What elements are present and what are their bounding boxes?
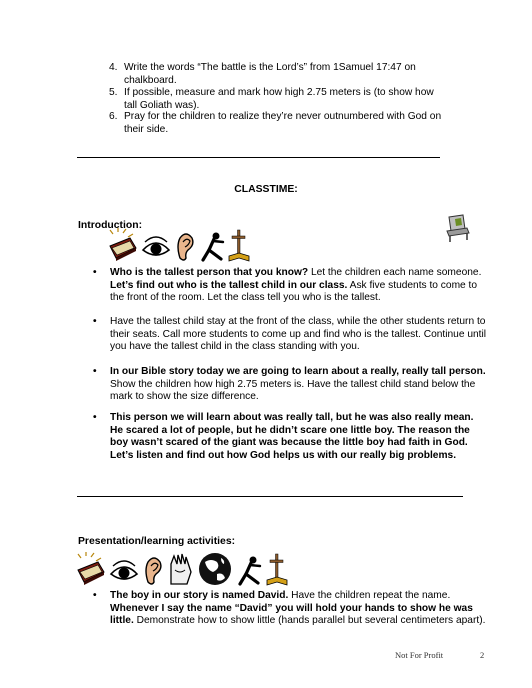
classtime-heading: CLASSTIME:: [234, 184, 298, 195]
list-item-4: [109, 62, 449, 87]
bullet-text: [110, 590, 488, 628]
list-number: 5.: [109, 87, 118, 98]
bullet-icon: •: [93, 316, 97, 327]
introduction-heading: Introduction:: [78, 220, 143, 231]
stretching-person-icon: [199, 228, 225, 264]
intro-bullet-4: [93, 412, 488, 462]
list-text: Write the words “The battle is the Lord’s” from 1Samuel 17:47 on chalkboard.: [124, 62, 416, 86]
section-divider: [77, 157, 440, 158]
introduction-icon-strip: [108, 228, 251, 266]
bullet-text: [110, 316, 488, 354]
list-number: 4.: [109, 62, 118, 73]
cross-on-bible-icon: [265, 552, 289, 588]
bullet-text-plain: Demonstrate how to show little (hands parallel but several centimeters apart).: [133, 615, 486, 627]
bullet-text-bold: The boy in our story is named David.: [110, 590, 289, 601]
bible-icon: [76, 552, 106, 588]
ear-icon: [142, 552, 164, 588]
ear-icon: [174, 228, 196, 264]
intro-bullet-2: [93, 316, 488, 354]
list-number: 6.: [109, 111, 118, 122]
cross-on-bible-icon: [227, 228, 251, 264]
desk-chair-icon: [443, 213, 473, 243]
bullet-text-plain: Show the children how high 2.75 meters is. Have the tallest child stand below the mark to show the size difference.: [110, 378, 476, 403]
bullet-text: [110, 366, 488, 404]
eye-icon: [141, 228, 171, 264]
bullet-icon: •: [93, 366, 97, 377]
bullet-text-bold: Who is the tallest person that you know?: [110, 267, 309, 278]
praying-hands-icon: [167, 550, 195, 588]
bullet-text-plain: Ask five students to come to the front of the room. Let the class tell you who is the tallest.: [110, 279, 478, 304]
presentation-bullet-1: [93, 590, 488, 628]
bullet-icon: •: [93, 590, 97, 601]
bullet-text-bold: This person we will learn about was really tall, but he was also really mean. He scared a lot of people, but he didn’t scare one little boy. The reason the boy wasn’t scared of the giant was because the little boy had faith in God. Let’s listen and find out how God helps us with our really big problems.: [110, 412, 474, 461]
list-text: If possible, measure and mark how high 2.75 meters is (to show how tall Goliath was).: [124, 87, 434, 111]
bullet-text: [110, 412, 488, 462]
stretching-person-icon: [236, 552, 262, 588]
globe-icon: [197, 550, 233, 588]
section-divider: [77, 496, 463, 497]
intro-bullet-1: [93, 267, 488, 305]
bullet-text-bold: In our Bible story today we are going to learn about a really, really tall person.: [110, 366, 486, 377]
bullet-text-plain: Let the children each name someone.: [308, 267, 482, 278]
list-item-6: [109, 111, 449, 136]
bible-icon: [108, 228, 138, 264]
bullet-icon: •: [93, 267, 97, 278]
bullet-text-plain: Have the tallest child stay at the front of the class, while the other students return to their seats. Call more students to come up and find who is the tallest. Continue until you have the tallest child in the class standing with you.: [110, 316, 487, 353]
bullet-text-bold: Let’s find out who is the tallest child in our class.: [110, 279, 348, 291]
page-number: 2: [480, 650, 485, 660]
bullet-icon: •: [93, 412, 97, 423]
footer-text: Not For Profit: [395, 650, 444, 660]
list-item-5: [109, 87, 449, 112]
bullet-text-bold: Whenever I say the name “David” you will hold your hands to show he was little.: [110, 602, 473, 627]
presentation-icon-strip: [76, 550, 289, 588]
bullet-text-plain: Have the children repeat the name.: [288, 590, 451, 601]
intro-bullet-3: [93, 366, 488, 404]
bullet-text: [110, 267, 488, 305]
list-text: Pray for the children to realize they’re never outnumbered with God on their side.: [124, 111, 442, 135]
eye-icon: [109, 552, 139, 588]
presentation-heading: Presentation/learning activities:: [78, 536, 236, 547]
